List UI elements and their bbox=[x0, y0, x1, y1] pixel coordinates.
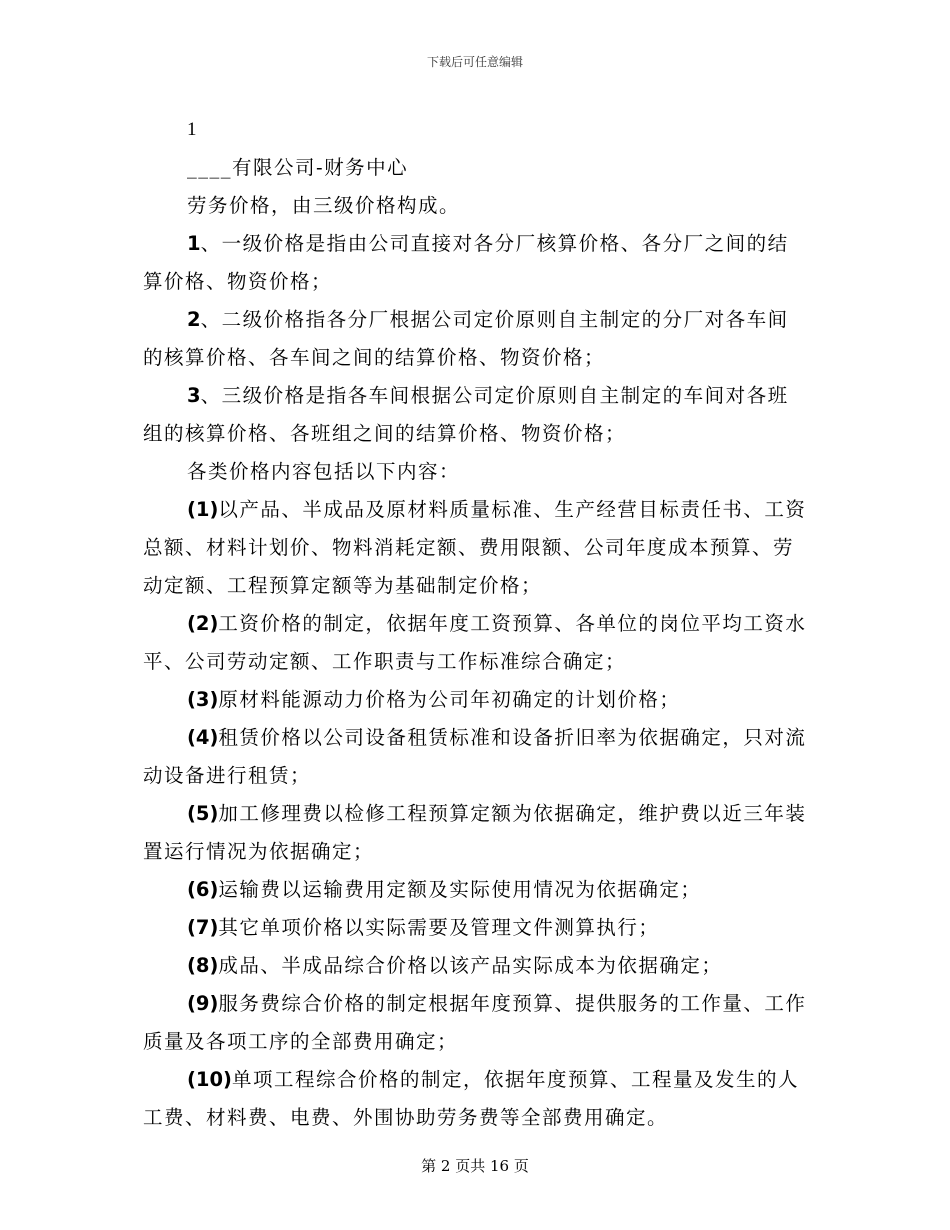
item-text: 服务费综合价格的制定根据年度预算、提供服务的工作量、工作质量及各项工序的全部费用确定； bbox=[143, 992, 807, 1053]
item-text: 工资价格的制定，依据年度工资预算、各单位的岗位平均工资水平、公司劳动定额、工作职责与工作标准综合确定； bbox=[143, 612, 807, 673]
level-1-paragraph bbox=[143, 225, 808, 301]
level-number: 2 bbox=[187, 308, 201, 331]
level-text: 、一级价格是指由公司直接对各分厂核算价格、各分厂之间的结算价格、物资价格； bbox=[143, 232, 789, 293]
item-paragraph bbox=[143, 719, 808, 795]
document-body bbox=[143, 111, 808, 1137]
item-text: 成品、半成品综合价格以该产品实际成本为依据确定； bbox=[218, 954, 723, 977]
item-text: 以产品、半成品及原材料质量标准、生产经营目标责任书、工资总额、材料计划价、物料消耗定额、费用限额、公司年度成本预算、劳动定额、工程预算定额等为基础制定价格； bbox=[143, 498, 807, 597]
item-number: (9) bbox=[187, 992, 219, 1015]
section-number: 1 bbox=[187, 119, 198, 140]
page-footer: 第 2 页共 16 页 bbox=[421, 1157, 529, 1175]
item-number: (2) bbox=[187, 612, 219, 635]
item-paragraph bbox=[143, 681, 808, 719]
items-heading: 各类价格内容包括以下内容： bbox=[187, 460, 461, 483]
item-number: (4) bbox=[187, 726, 219, 749]
item-text: 原材料能源动力价格为公司年初确定的计划价格； bbox=[218, 688, 681, 711]
company-line: ____有限公司-财务中心 bbox=[187, 156, 409, 179]
item-text: 其它单项价格以实际需要及管理文件测算执行； bbox=[218, 916, 660, 939]
item-paragraph bbox=[143, 605, 808, 681]
level-2-paragraph bbox=[143, 301, 808, 377]
item-paragraph bbox=[143, 795, 808, 871]
level-number: 3 bbox=[187, 384, 201, 407]
item-number: (6) bbox=[187, 878, 219, 901]
item-text: 租赁价格以公司设备租赁标准和设备折旧率为依据确定，只对流动设备进行租赁； bbox=[143, 726, 807, 787]
item-text: 单项工程综合价格的制定，依据年度预算、工程量及发生的人工费、材料费、电费、外围协助劳务费等全部费用确定。 bbox=[143, 1068, 799, 1129]
item-paragraph bbox=[143, 909, 808, 947]
item-number: (1) bbox=[187, 498, 219, 521]
item-number: (3) bbox=[187, 688, 219, 711]
level-text: 、三级价格是指各车间根据公司定价原则自主制定的车间对各班组的核算价格、各班组之间的结算价格、物资价格； bbox=[143, 384, 789, 445]
item-paragraph bbox=[143, 871, 808, 909]
item-paragraph bbox=[143, 947, 808, 985]
item-number: (7) bbox=[187, 916, 219, 939]
item-number: (5) bbox=[187, 802, 219, 825]
item-paragraph bbox=[143, 985, 808, 1061]
item-number: (10) bbox=[187, 1068, 232, 1091]
level-3-paragraph bbox=[143, 377, 808, 453]
item-number: (8) bbox=[187, 954, 219, 977]
intro-paragraph: 劳务价格，由三级价格构成。 bbox=[187, 194, 461, 217]
page-header: 下载后可任意编辑 bbox=[426, 55, 523, 69]
item-text: 运输费以运输费用定额及实际使用情况为依据确定； bbox=[218, 878, 702, 901]
level-text: 、二级价格指各分厂根据公司定价原则自主制定的分厂对各车间的核算价格、各车间之间的结算价格、物资价格； bbox=[143, 308, 789, 369]
item-paragraph bbox=[143, 491, 808, 605]
item-paragraph bbox=[143, 1061, 808, 1137]
level-number: 1 bbox=[187, 232, 201, 255]
item-text: 加工修理费以检修工程预算定额为依据确定，维护费以近三年装置运行情况为依据确定； bbox=[143, 802, 807, 863]
